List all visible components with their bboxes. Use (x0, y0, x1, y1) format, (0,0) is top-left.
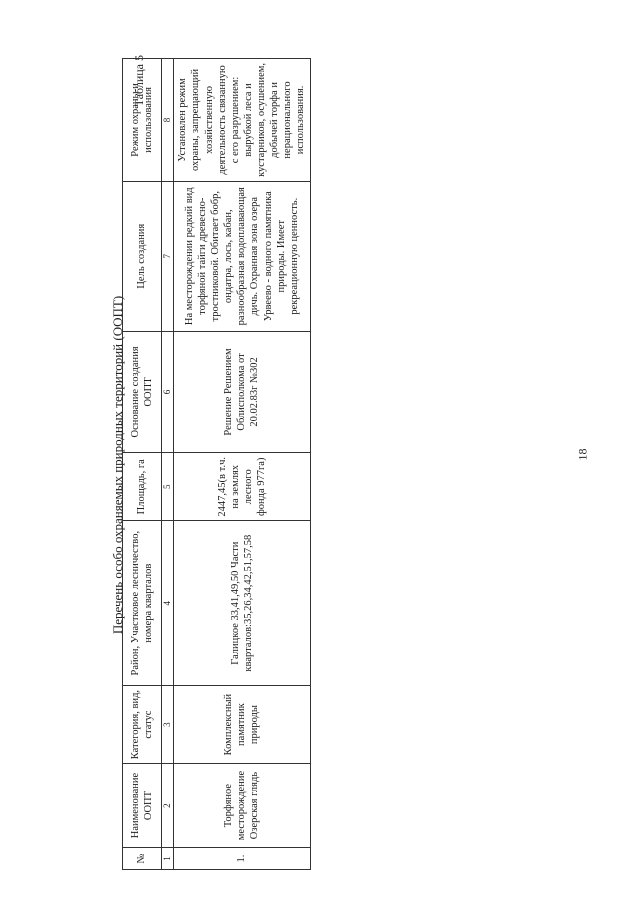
row-name: Торфяное месторождение Озерская глядь (174, 764, 310, 848)
header-cell: Площадь, га (123, 453, 162, 521)
header-cell: Основание создания ООПТ (123, 331, 162, 453)
column-number: 2 (162, 764, 174, 848)
row-area: 2447,45(в т.ч. на землях лесного фонда 977га) (174, 453, 310, 521)
header-cell: Категория, вид, статус (123, 686, 162, 764)
oopt-table (122, 58, 311, 870)
row-district: Галицкое 33,41,49,50 Части кварталов:35,26,34,42,51,57,58 (174, 521, 310, 686)
header-cell: № (123, 848, 162, 870)
column-number: 3 (162, 686, 174, 764)
column-number: 7 (162, 181, 174, 331)
row-basis: Решение Решением Облисполкома от 20.02.83г №302 (174, 331, 310, 453)
header-cell: Цель создания (123, 181, 162, 331)
column-number: 6 (162, 331, 174, 453)
row-category: Комплексный памятник природы (174, 686, 310, 764)
column-number: 4 (162, 521, 174, 686)
page-number: 18 (575, 448, 590, 461)
column-number: 5 (162, 453, 174, 521)
document-title: Перечень особо охраняемых природных территорий (ООПТ) (110, 295, 125, 635)
table-header-row (123, 59, 162, 870)
table-row (174, 59, 310, 870)
header-cell: Режим охраны и использования (123, 59, 162, 182)
row-regime: Установлен режим охраны, запрещающий хозяйственную деятельность связанную с его разрушением: вырубкой леса и кустарников, осушением, добычей торфа и нерационального использования. (174, 59, 310, 182)
column-number: 1 (162, 848, 174, 870)
table-label: Таблица 5 (132, 55, 146, 107)
column-number-row (162, 59, 174, 870)
row-purpose: На месторождении редкий вид торфяной тайги древесно-тростниковой. Обитает бобр, ондатра, лось, кабан, разнообразная водоплавающая дичь. Охранная зона озера Урвеево - водного памятника природы. Имеет рекреационную ценность. (174, 181, 310, 331)
header-cell: Район, Участковое лесничество, номера кварталов (123, 521, 162, 686)
row-number: 1. (174, 848, 310, 870)
column-number: 8 (162, 59, 174, 182)
header-cell: Наименование ООПТ (123, 764, 162, 848)
